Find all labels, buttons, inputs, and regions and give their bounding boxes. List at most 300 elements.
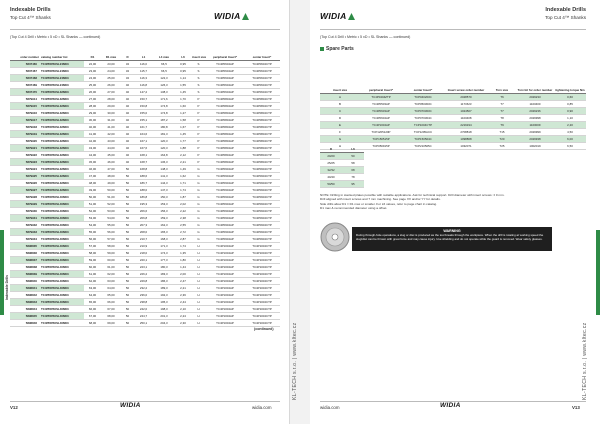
section-marker-icon xyxy=(320,47,324,51)
table-cell: 1024507 xyxy=(444,107,488,114)
table-row xyxy=(10,179,280,186)
table-cell: 162,3 xyxy=(153,221,175,228)
table-cell: TC4PDR5XSL24M03 xyxy=(40,74,84,81)
table-cell: 5896840 xyxy=(10,277,40,284)
table-cell: TCP150504C xyxy=(402,135,444,142)
table-cell: 68,00 xyxy=(101,312,121,319)
table-cell: TC4P1004AP xyxy=(206,284,244,291)
table-cell: 5879931 xyxy=(10,214,40,221)
table-cell: H xyxy=(191,284,206,291)
table-cell: TC4PDR5XSL40M03 xyxy=(40,214,84,221)
table-cell: 5879920 xyxy=(10,137,40,144)
table-cell: 5896836 xyxy=(10,249,40,256)
table-cell: TC4P0804AP xyxy=(206,151,244,158)
table-cell: 126,3 xyxy=(153,81,175,88)
table-cell: 177,3 xyxy=(153,256,175,263)
table-cell: 2,00 xyxy=(175,270,191,277)
table-cell: S xyxy=(191,74,206,81)
table-cell: 5879915 xyxy=(10,102,40,109)
table-cell: 2,24 xyxy=(175,312,191,319)
table-cell: D xyxy=(320,114,360,121)
table-cell: 58,00 xyxy=(84,249,101,256)
table-cell: 2029998 xyxy=(516,114,554,121)
table-cell: 69,00 xyxy=(101,319,121,326)
table-cell: 30,00 xyxy=(84,116,101,123)
table-cell: H xyxy=(191,291,206,298)
table-cell: 168,7 xyxy=(134,158,153,165)
table-cell: 5837470 xyxy=(10,88,40,95)
table-cell: TC4PDR5XSL40M03 xyxy=(40,235,84,242)
table-cell: 60,00 xyxy=(84,263,101,270)
table-cell: 1,10 xyxy=(554,114,586,121)
table-cell: 1,27 xyxy=(175,109,191,116)
table-cell: 41,00 xyxy=(84,130,101,137)
table-cell: 2029236 xyxy=(516,107,554,114)
table-cell: 46,00 xyxy=(101,158,121,165)
left-page-title: Indexable Drills xyxy=(10,7,51,13)
table-cell: TC4PDR5XSL32M03 xyxy=(40,116,84,123)
table-cell: TC4P1004AP xyxy=(206,298,244,305)
table-cell: 150,8 xyxy=(134,102,153,109)
left-logo-text: WIDIA xyxy=(214,11,241,21)
table-cell: 57,00 xyxy=(84,242,101,249)
table-row xyxy=(10,298,280,305)
table-cell: 53,00 xyxy=(84,214,101,221)
table-cell: G xyxy=(191,214,206,221)
table-cell: 50 xyxy=(121,291,134,298)
table-cell: 22,00 xyxy=(84,60,101,67)
table-cell: H xyxy=(191,298,206,305)
table-cell: 63,00 xyxy=(101,277,121,284)
table-cell: 174,8 xyxy=(153,102,175,109)
table-cell: 45,00 xyxy=(101,151,121,158)
table-cell: 115,7 xyxy=(134,67,153,74)
table-cell: 206,6 xyxy=(134,207,153,214)
table-cell: 201,3 xyxy=(153,312,175,319)
table-cell: 136,3 xyxy=(153,158,175,165)
spare-col-header: Insert screw order number xyxy=(444,80,488,93)
table-cell: TC4PDR5XSL40M03 xyxy=(40,249,84,256)
table-cell: 1002019 xyxy=(516,142,554,149)
table-cell: 2,47 xyxy=(175,277,191,284)
table-cell: TC4P1004CTP xyxy=(244,242,280,249)
table-cell: 1,60 xyxy=(175,102,191,109)
table-cell: 50/50 xyxy=(320,181,342,188)
table-row xyxy=(10,200,280,207)
table-cell: TCP070303C xyxy=(402,107,444,114)
table-cell: TC4PDR5XSL40M03 xyxy=(40,207,84,214)
warning-graphic xyxy=(320,222,350,252)
table-row xyxy=(320,135,586,142)
table-cell: 180,8 xyxy=(153,123,175,130)
table-cell: 1,71 xyxy=(175,179,191,186)
table-cell: 207,3 xyxy=(134,221,153,228)
table-cell: 1100400 xyxy=(516,100,554,107)
table-cell: 28,00 xyxy=(84,102,101,109)
table-cell: 42,00 xyxy=(101,130,121,137)
table-cell: 1100009 xyxy=(516,121,554,128)
table-cell: 5879930 xyxy=(10,207,40,214)
table-cell: 167,1 xyxy=(134,137,153,144)
table-cell: TC4PDR5XSL24M03 xyxy=(40,81,84,88)
table-cell: 116,3 xyxy=(134,74,153,81)
table-cell: 195,3 xyxy=(153,298,175,305)
table-row xyxy=(10,228,280,235)
table-cell: 62,00 xyxy=(101,270,121,277)
spare-parts-table xyxy=(320,80,586,150)
table-cell: TC4P0804CTP xyxy=(244,109,280,116)
table-cell: 32 xyxy=(121,74,134,81)
table-cell: 165,3 xyxy=(153,228,175,235)
table-row xyxy=(320,107,586,114)
table-row xyxy=(320,181,364,188)
left-table-caption: (Top Cut 4 Drill • Metric • 5 xD • SL Shanks — continued) xyxy=(10,35,101,39)
drill-col-header: D xyxy=(121,46,134,60)
table-cell: 68 xyxy=(342,167,364,174)
table-cell: TCP210505C xyxy=(402,142,444,149)
table-cell: 187,2 xyxy=(153,116,175,123)
table-cell: 50 xyxy=(121,235,134,242)
table-cell: 156,3 xyxy=(153,207,175,214)
table-cell: TC4P0604CTP xyxy=(244,74,280,81)
table-cell: TC4P1004CTP xyxy=(244,284,280,291)
table-cell: TC4PDR5XSL32M03 xyxy=(40,172,84,179)
table-cell: TC4P0804CTP xyxy=(244,123,280,130)
table-cell: 26,00 xyxy=(101,81,121,88)
table-cell: TC4PDR5XSL32M03 xyxy=(40,179,84,186)
table-cell: G xyxy=(191,165,206,172)
table-row xyxy=(10,95,280,102)
drill-col-header: L1 xyxy=(134,46,153,60)
table-cell: 68,00 xyxy=(84,319,101,326)
table-cell: G xyxy=(191,186,206,193)
table-cell: S xyxy=(191,81,206,88)
table-row xyxy=(320,100,586,107)
table-cell: 55,00 xyxy=(101,221,121,228)
table-cell: 5879924 xyxy=(10,165,40,172)
table-row xyxy=(10,221,280,228)
table-cell: 5837469 xyxy=(10,81,40,88)
table-cell: 171,6 xyxy=(153,95,175,102)
table-cell: TC4P1004CTP xyxy=(244,277,280,284)
table-cell: TC4PDR5XSL40M03 xyxy=(40,291,84,298)
table-cell: TC4P0904AP xyxy=(206,179,244,186)
table-cell: 5879929 xyxy=(10,200,40,207)
table-cell: TC4P0904AP xyxy=(206,228,244,235)
table-cell: TC4P0904CTP xyxy=(244,179,280,186)
table-cell: 232,2 xyxy=(134,284,153,291)
right-footer-logo-text: WIDIA xyxy=(440,402,461,409)
table-cell: 186,3 xyxy=(153,277,175,284)
table-cell: 50 xyxy=(121,193,134,200)
table-cell: 204,3 xyxy=(153,319,175,326)
table-cell: 40 xyxy=(121,81,134,88)
table-cell: 65,00 xyxy=(101,291,121,298)
table-cell: TC4P0904AP xyxy=(206,221,244,228)
table-cell: 2,44 xyxy=(175,298,191,305)
table-cell: 57,00 xyxy=(101,235,121,242)
table-cell: 50 xyxy=(121,270,134,277)
table-cell: 66,5 xyxy=(153,60,175,67)
table-cell: TC4P1004AP xyxy=(206,242,244,249)
table-cell: 49,00 xyxy=(101,179,121,186)
table-cell: 40 xyxy=(121,144,134,151)
table-cell: TC4PDR5XSL32M03 xyxy=(40,95,84,102)
warning-text: During through-hole operations, a slug or disc is produced as the tool breaks through the workpiece. When the drill is rotating at working speed the slug/disc can be thrown with great force and may cause injury. Use shielding and do not operate while the guard is removed. Wear safety glasses. xyxy=(356,233,544,241)
table-cell: 116,0 xyxy=(134,60,153,67)
table-cell: TC4P0604AP xyxy=(360,114,402,121)
table-cell: 1,58 xyxy=(175,116,191,123)
table-cell: 27,00 xyxy=(84,95,101,102)
left-side-tab xyxy=(0,230,4,315)
table-row xyxy=(10,67,280,74)
table-cell: TC4P0804CTP xyxy=(244,102,280,109)
table-cell: TC4P0904AP xyxy=(206,200,244,207)
drill-col-header: D1 xyxy=(84,46,101,60)
table-cell: 236,0 xyxy=(134,291,153,298)
table-cell: 5837460 xyxy=(10,60,40,67)
table-cell: 50 xyxy=(121,214,134,221)
table-cell: 50 xyxy=(121,312,134,319)
table-cell: 5879934 xyxy=(10,235,40,242)
table-cell: H xyxy=(191,242,206,249)
table-cell: 147,3 xyxy=(153,186,175,193)
table-cell: 174,3 xyxy=(153,249,175,256)
table-cell: TC4P0804AP xyxy=(206,116,244,123)
table-cell: TC4P1004CTP xyxy=(244,305,280,312)
table-cell: TC4P0904CTP xyxy=(244,165,280,172)
table-cell: 198,3 xyxy=(153,305,175,312)
table-cell: 5879921 xyxy=(10,144,40,151)
table-cell: 1171523 xyxy=(444,100,488,107)
table-cell: 53,00 xyxy=(101,207,121,214)
table-cell: TC4P0604AP xyxy=(206,60,244,67)
table-cell: 120,3 xyxy=(153,144,175,151)
table-cell: 1098868 xyxy=(444,135,488,142)
table-cell: 1,74 xyxy=(175,186,191,193)
table-cell: 29,00 xyxy=(101,102,121,109)
table-cell: A xyxy=(320,93,360,100)
table-cell: 164,8 xyxy=(153,151,175,158)
table-cell: 181,3 xyxy=(153,130,175,137)
table-row xyxy=(10,193,280,200)
table-cell: 0,95 xyxy=(175,60,191,67)
table-row xyxy=(10,123,280,130)
table-cell: TC4PDR5XSL40M03 xyxy=(40,319,84,326)
table-row xyxy=(10,165,280,172)
table-cell: 171,3 xyxy=(153,242,175,249)
table-cell: 51,00 xyxy=(101,193,121,200)
table-row xyxy=(320,160,364,167)
table-cell: 63,00 xyxy=(84,284,101,291)
table-cell: TC4P1004CTP xyxy=(244,263,280,270)
table-cell: TC4PDR5XSL40M03 xyxy=(40,242,84,249)
shank-length-table xyxy=(320,146,364,188)
table-row xyxy=(10,305,280,312)
table-cell: C xyxy=(320,107,360,114)
table-cell: 62,00 xyxy=(84,277,101,284)
table-cell: TC4PDR5XSL40M03 xyxy=(40,284,84,291)
table-cell: H xyxy=(191,249,206,256)
table-cell: TC4P0904CTP xyxy=(244,221,280,228)
table-cell: 1,70 xyxy=(175,95,191,102)
table-cell: TC4P0904AP xyxy=(206,235,244,242)
table-cell: E xyxy=(320,121,360,128)
table-cell: 1,74 xyxy=(175,242,191,249)
table-cell: 50 xyxy=(342,153,364,160)
table-cell: 2,38 xyxy=(175,214,191,221)
table-cell: TC4P1004CTP xyxy=(244,256,280,263)
spare-parts-title: Spare Parts xyxy=(326,46,354,52)
table-row xyxy=(10,214,280,221)
table-cell: TC4P0604AP xyxy=(206,67,244,74)
table-cell: 161,7 xyxy=(134,123,153,130)
right-header-titles xyxy=(545,7,586,20)
table-cell: 168,3 xyxy=(153,235,175,242)
table-cell: 32 xyxy=(121,67,134,74)
table-cell: 42,00 xyxy=(84,137,101,144)
table-cell: 2,10 xyxy=(175,305,191,312)
table-cell: TC4P0804AP xyxy=(206,109,244,116)
table-cell: P xyxy=(191,158,206,165)
table-cell: 2029233 xyxy=(516,93,554,100)
table-cell: TCP1205ACC xyxy=(402,128,444,135)
table-cell: TC4P0804AP xyxy=(206,158,244,165)
table-cell: TC4P0804AP xyxy=(206,137,244,144)
table-cell: 50 xyxy=(121,277,134,284)
table-cell: 242,0 xyxy=(134,305,153,312)
table-cell: 5879917 xyxy=(10,116,40,123)
table-cell: 65,00 xyxy=(84,298,101,305)
table-cell: 50 xyxy=(121,200,134,207)
table-cell: 138,3 xyxy=(153,88,175,95)
table-cell: 1,45 xyxy=(175,130,191,137)
table-cell: TC4P1004AP xyxy=(206,249,244,256)
table-cell: T8 xyxy=(488,114,516,121)
table-cell: TC4P1004AP xyxy=(206,305,244,312)
table-cell: 147,2 xyxy=(134,88,153,95)
table-cell: 52,00 xyxy=(101,200,121,207)
table-cell: F xyxy=(320,128,360,135)
table-cell: 180,3 xyxy=(153,263,175,270)
mini-table-body xyxy=(320,153,364,188)
table-cell: 0,90 xyxy=(554,107,586,114)
table-row xyxy=(10,207,280,214)
table-cell: 150,7 xyxy=(134,95,153,102)
table-cell: 44,00 xyxy=(101,144,121,151)
table-row xyxy=(10,74,280,81)
left-footer-logo-text: WIDIA xyxy=(120,402,141,409)
table-cell: 40 xyxy=(121,137,134,144)
table-cell: T9 xyxy=(488,121,516,128)
table-cell: TC4P0604CTP xyxy=(244,60,280,67)
table-cell: 168,1 xyxy=(134,151,153,158)
right-website[interactable]: widia.com xyxy=(320,405,340,410)
table-cell: 0,60 xyxy=(554,93,586,100)
table-cell: TC4P0804AP xyxy=(206,123,244,130)
table-cell: T25 xyxy=(488,142,516,149)
table-cell: 2,20 xyxy=(554,121,586,128)
table-cell: 155,1 xyxy=(134,116,153,123)
table-cell: 218,0 xyxy=(134,249,153,256)
table-cell: TC4P0804CTP xyxy=(244,95,280,102)
right-edge-watermark: KL-TECH s.r.o. | www.kltec.cz xyxy=(582,322,588,400)
table-cell: TC4P0804CTP xyxy=(244,130,280,137)
note-text: NOTE: Drilling in stacked plates possible with suitable applications. Ask for technical support. Drill diameter with insert screws: ± 0 mm. Drill aligned with insert screws and 7 mm machining. See page XX and/or YY for details. Side drills allow D1 = D1 max or smaller. For L6 values, refer to page chart in catalog. D1 max & recommended diameter using a offset. xyxy=(320,193,505,211)
spare-parts-heading xyxy=(320,46,354,52)
mini-col-header: D xyxy=(320,146,342,153)
table-cell: G xyxy=(191,235,206,242)
table-cell: 48,00 xyxy=(101,172,121,179)
drill-table xyxy=(10,46,280,327)
table-cell: 186,8 xyxy=(134,193,153,200)
table-cell: 5879928 xyxy=(10,193,40,200)
table-cell: 61,00 xyxy=(84,270,101,277)
table-cell: TC4P0404ZTP xyxy=(360,93,402,100)
spare-col-header: insert size xyxy=(320,80,360,93)
table-row xyxy=(10,137,280,144)
table-cell: TCP040203C xyxy=(402,93,444,100)
table-cell: 40 xyxy=(121,102,134,109)
table-cell: 1,62 xyxy=(175,172,191,179)
table-row xyxy=(320,128,586,135)
table-row xyxy=(10,235,280,242)
table-cell: TC4P0904CTP xyxy=(244,214,280,221)
table-cell: T6 xyxy=(488,93,516,100)
table-cell: 43,00 xyxy=(84,144,101,151)
table-cell: 50 xyxy=(121,221,134,228)
table-cell: TCP050915P xyxy=(360,142,402,149)
table-cell: S xyxy=(191,88,206,95)
table-cell: 55,00 xyxy=(84,228,101,235)
table-row xyxy=(10,270,280,277)
table-cell: 46,00 xyxy=(84,165,101,172)
table-cell: TC4PDR5XSL40M03 xyxy=(40,221,84,228)
table-cell: TC4P0804CTP xyxy=(244,151,280,158)
right-page-subtitle: Top Cut 4™ Shanks xyxy=(545,15,586,20)
table-cell: 27,00 xyxy=(101,88,121,95)
table-cell: 5879925 xyxy=(10,172,40,179)
table-cell: 61,00 xyxy=(101,263,121,270)
spare-table-header xyxy=(320,80,586,93)
table-cell: 153,3 xyxy=(153,200,175,207)
table-cell: 2029999 xyxy=(516,128,554,135)
table-cell: TC4P1004AP xyxy=(206,291,244,298)
table-cell: 195,3 xyxy=(134,200,153,207)
table-cell: 50 xyxy=(121,263,134,270)
table-cell: TC4PDR5XSL40M03 xyxy=(40,270,84,277)
table-cell: 25,00 xyxy=(84,81,101,88)
table-cell: 24,00 xyxy=(84,74,101,81)
spare-col-header: peripheral Insert* xyxy=(360,80,402,93)
table-row xyxy=(10,102,280,109)
table-cell: TC4P0904CTP xyxy=(244,235,280,242)
left-website[interactable]: widia.com xyxy=(252,405,272,410)
drill-col-header: D1 max xyxy=(101,46,121,60)
table-cell: 1,45 xyxy=(175,88,191,95)
table-cell: TC4PDR5XSL32M03 xyxy=(40,151,84,158)
left-header-rule xyxy=(10,29,280,30)
table-cell: 54,00 xyxy=(101,214,121,221)
table-row xyxy=(10,109,280,116)
right-widia-logo xyxy=(320,11,355,21)
table-cell: 2,02 xyxy=(175,200,191,207)
table-row xyxy=(10,151,280,158)
table-cell: 2,21 xyxy=(175,158,191,165)
widia-logo-icon xyxy=(348,13,355,20)
table-cell: TC4PDR5XSL32M03 xyxy=(40,123,84,130)
table-cell: 183,3 xyxy=(153,270,175,277)
